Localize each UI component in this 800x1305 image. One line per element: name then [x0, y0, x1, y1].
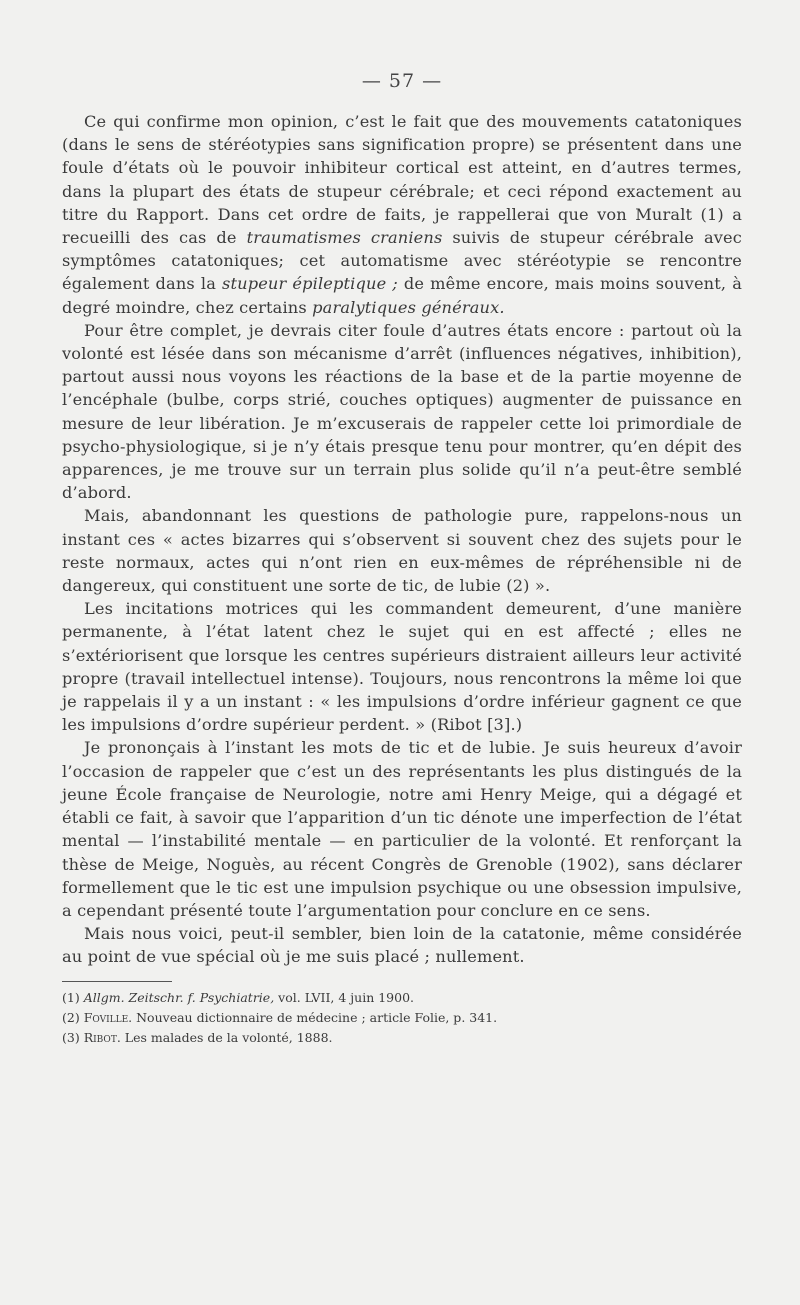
- footnote: [62, 988, 742, 1008]
- italic-run: stupeur épileptique ;: [222, 274, 398, 294]
- text-run: Mais nous voici, peut-il sembler, bien loin de la catatonie, même considérée au point de vue spécial où je me suis placé ; nullement.: [62, 924, 742, 967]
- text-run: Je prononçais à l’instant les mots de tic et de lubie. Je suis heureux d’avoir l’occasion de rappeler que c’est un des représentants les plus distingués de la jeune École française de Neurologie, notre ami Henry Meige, qui a dégagé et établi ce fait, à savoir que l’apparition d’un tic dénote une imperfection de l’état mental — l’instabilité mentale — en particulier de la volonté. Et renforçant la thèse de Meige, Noguès, au récent Congrès de Grenoble (1902), sans déclarer formellement que le tic est une impulsion psychique ou une obsession impulsive, a cependant présenté toute l’argumentation pour conclure en ce sens.: [62, 738, 742, 920]
- text-run: de même encore, mais moins souvent, à degré moindre, chez certains: [62, 274, 742, 317]
- paragraph: [62, 110, 742, 319]
- body-text: [62, 110, 742, 969]
- text-run: (2): [62, 1009, 84, 1025]
- text-run: (3): [62, 1029, 84, 1045]
- text-run: Les incitations motrices qui les commandent demeurent, d’une manière permanente, à l’état latent chez le sujet qui en est affecté ; elles ne s’extériorisent que lorsque les centres supérieurs distraient ailleurs leur activité propre (travail intellectuel intense). Toujours, nous rencontrons la même loi que je rappelais il y a un instant : « les impulsions d’ordre inférieur gagnent ce que les impulsions d’ordre supérieur perdent. » (Ribot [3].): [62, 599, 742, 735]
- paragraph: [62, 504, 742, 597]
- italic-run: traumatismes craniens: [246, 228, 443, 248]
- page-number: — 57 —: [361, 70, 443, 92]
- document-page: [62, 70, 742, 1048]
- footnotes: [62, 988, 742, 1048]
- footnote: [62, 1008, 742, 1028]
- text-run: suivis de stupeur cérébrale avec symptômes catatoniques; cet automatisme avec stéréotypie se rencontre également dans la: [62, 228, 742, 294]
- italic-run: paralytiques généraux.: [312, 297, 505, 317]
- text-run: Ce qui confirme mon opinion, c’est le fait que des mouvements catatoniques (dans le sens de stéréotypies sans signification propre) se présentent dans une foule d’états où le pouvoir inhibiteur cortical est atteint, en d’autres termes, dans la plupart des états de stupeur cérébrale; et ceci répond exactement au titre du Rapport. Dans cet ordre de faits, je rappellerai que von Muralt (1) a recueilli des cas de: [62, 112, 742, 248]
- italic-run: Allgm. Zeitschr. f. Psychiatrie,: [83, 989, 275, 1005]
- text-run: Mais, abandonnant les questions de pathologie pure, rappelons-nous un instant ces « actes bizarres qui s’observent si souvent chez des sujets pour le reste normaux, actes qui n’ont rien en eux-mêmes de répréhensible ni de dangereux, qui constituent une sorte de tic, de lubie (2) ».: [62, 506, 742, 596]
- footnote: [62, 1028, 742, 1048]
- footnote-divider: [62, 981, 172, 982]
- paragraph: [62, 319, 742, 505]
- text-run: (1): [62, 989, 84, 1005]
- author-name: Foville: [83, 1009, 129, 1025]
- paragraph: [62, 597, 742, 736]
- paragraph: [62, 736, 742, 922]
- text-run: Pour être complet, je devrais citer foule d’autres états encore : partout où la volonté est lésée dans son mécanisme d’arrêt (influences négatives, inhibition), partout aussi nous voyons les réactions de la base et de la partie moyenne de l’encéphale (bulbe, corps strié, couches optiques) augmenter de puissance en mesure de leur libération. Je m’excuserais de rappeler cette loi primordiale de psycho-physiologique, si je n’y étais presque tenu pour montrer, qu’en dépit des apparences, je me trouve sur un terrain plus solide qu’il n’a peut-être semblé d’abord.: [62, 320, 742, 503]
- paragraph: [62, 922, 742, 968]
- text-run: . Nouveau dictionnaire de médecine ; article Folie, p. 341.: [128, 1009, 498, 1025]
- text-run: vol. LVII, 4 juin 1900.: [274, 989, 415, 1005]
- author-name: Ribot: [83, 1029, 117, 1045]
- text-run: . Les malades de la volonté, 1888.: [116, 1029, 333, 1045]
